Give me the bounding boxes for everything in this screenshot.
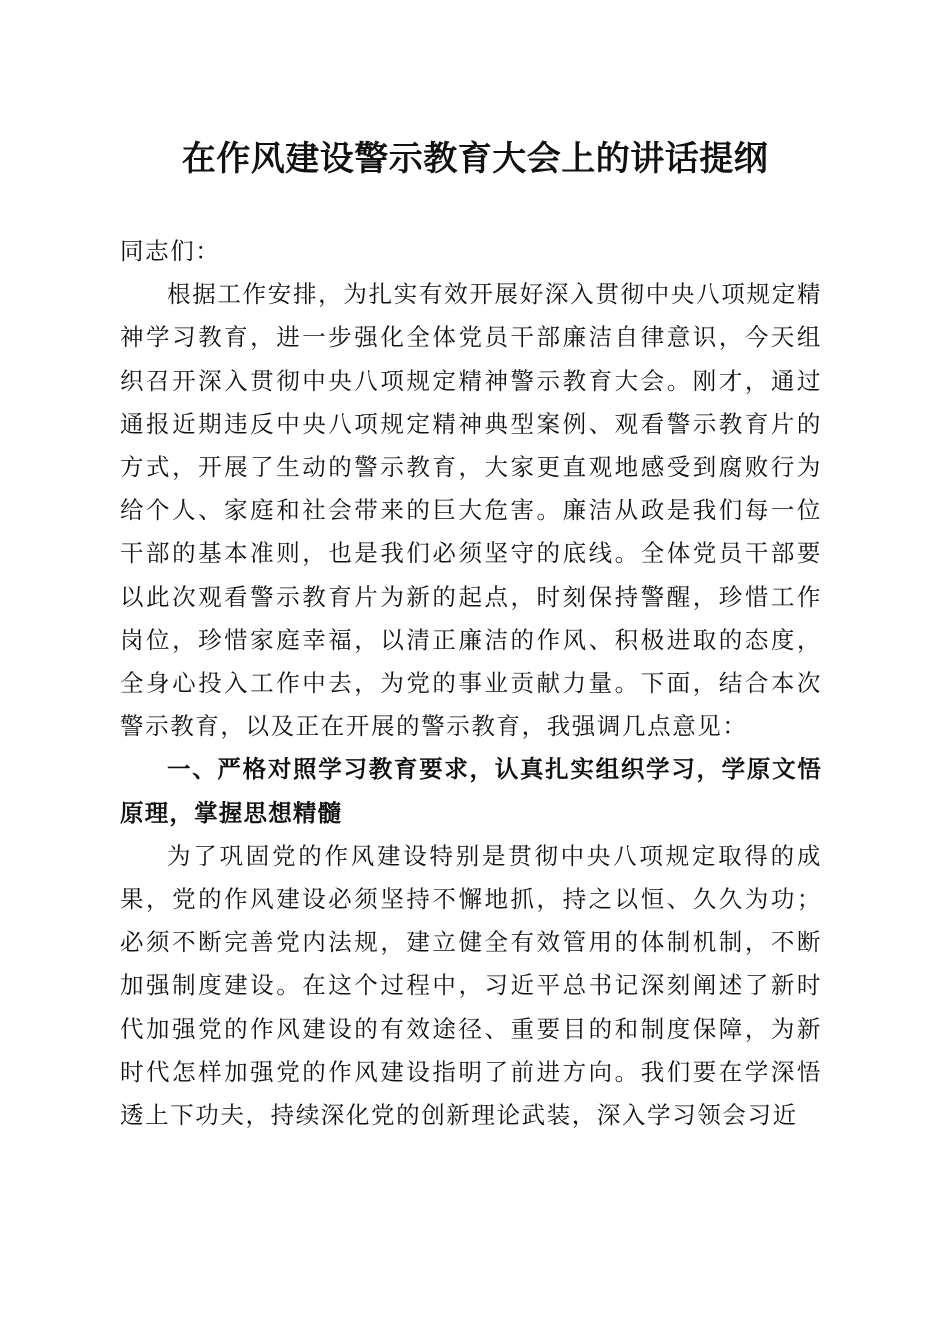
paragraph-intro: 根据工作安排，为扎实有效开展好深入贯彻中央八项规定精神学习教育，进一步强化全体党员干部廉洁自律意识，今天组织召开深入贯彻中央八项规定精神警示教育大会。刚才，通过通报近期违反中央八项规定精神典型案例、观看警示教育片的方式，开展了生动的警示教育，大家更直观地感受到腐败行为给个人、家庭和社会带来的巨大危害。廉洁从政是我们每一位干部的基本准则，也是我们必须坚守的底线。全体党员干部要以此次观看警示教育片为新的起点，时刻保持警醒，珍惜工作岗位，珍惜家庭幸福，以清正廉洁的作风、积极进取的态度，全身心投入工作中去，为党的事业贡献力量。下面，结合本次警示教育，以及正在开展的警示教育，我强调几点意见：	[120, 280, 822, 741]
document-title: 在作风建设警示教育大会上的讲话提纲	[181, 139, 769, 179]
paragraph-section-1: 为了巩固党的作风建设特别是贯彻中央八项规定取得的成果，党的作风建设必须坚持不懈地抓，持之以恒、久久为功；必须不断完善党内法规，建立健全有效管用的体制机制，不断加强制度建设。在这个过程中，习近平总书记深刻阐述了新时代加强党的作风建设的有效途径、重要目的和制度保障，为新时代怎样加强党的作风建设指明了前进方向。我们要在学深悟透上下功夫，持续深化党的创新理论武装，深入学习领会习近	[120, 841, 822, 1130]
salutation: 同志们：	[120, 237, 221, 265]
section-heading-1: 一、严格对照学习教育要求，认真扎实组织学习，学原文悟原理，掌握思想精髓	[120, 755, 822, 827]
document-body	[120, 230, 822, 1137]
